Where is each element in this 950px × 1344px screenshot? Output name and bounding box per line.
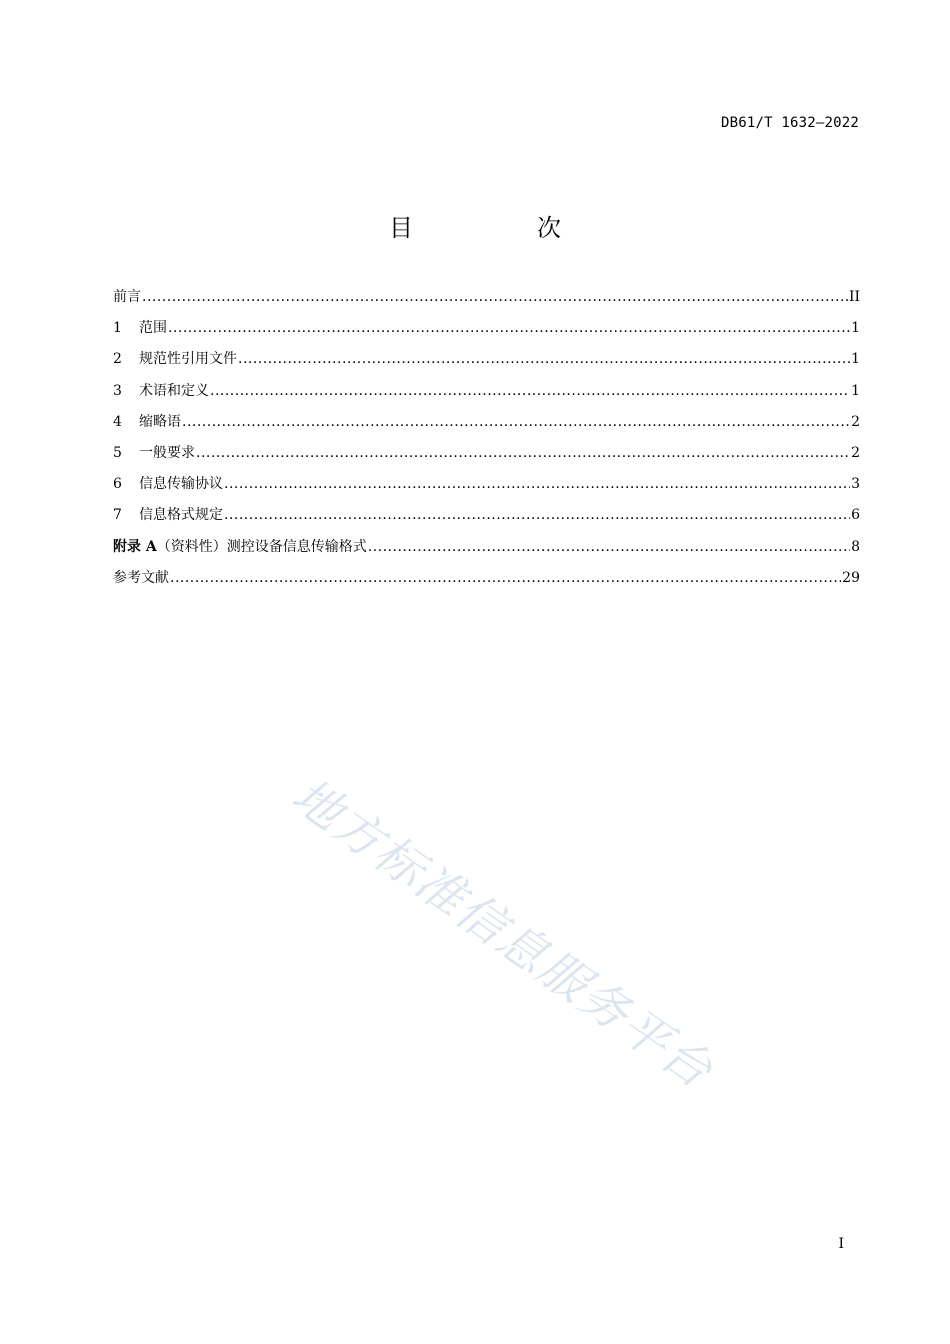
toc-leader-dots <box>142 285 848 309</box>
toc-entry-number: 1 <box>113 320 122 337</box>
toc-leader-dots <box>182 410 850 434</box>
toc-entry-label <box>113 535 367 559</box>
toc-entry-page: 8 <box>851 538 860 555</box>
appendix-title: （资料性）测控设备信息传输格式 <box>156 538 367 555</box>
toc-entry-terms-definitions[interactable] <box>113 379 860 410</box>
toc-entry-number: 7 <box>113 507 122 524</box>
toc-leader-dots <box>224 472 850 496</box>
toc-entry-label: 缩略语 <box>139 413 181 430</box>
toc-entry-label: 信息格式规定 <box>139 507 223 524</box>
toc-entry-bibliography[interactable] <box>113 566 860 597</box>
toc-entry-label: 信息传输协议 <box>139 476 223 493</box>
toc-entry-page: 29 <box>842 569 860 586</box>
toc-leader-dots <box>170 566 841 590</box>
toc-entry-page: 6 <box>851 507 860 524</box>
toc-entry-foreword[interactable] <box>113 285 860 316</box>
toc-entry-appendix-a[interactable] <box>113 535 860 566</box>
toc-leader-dots <box>210 379 850 403</box>
toc-entry-label: 规范性引用文件 <box>139 351 237 368</box>
toc-entry-normative-references[interactable] <box>113 347 860 378</box>
toc-entry-scope[interactable] <box>113 316 860 347</box>
toc-entry-page: 2 <box>851 413 860 430</box>
toc-entry-page: 1 <box>851 320 860 337</box>
toc-entry-number: 5 <box>113 444 122 461</box>
toc-entry-page: 3 <box>851 476 860 493</box>
toc-leader-dots <box>368 535 850 559</box>
toc-leader-dots <box>168 316 850 340</box>
toc-entry-number: 4 <box>113 413 122 430</box>
toc-entry-label: 范围 <box>139 320 167 337</box>
toc-entry-page: II <box>848 289 860 305</box>
toc-entry-abbreviations[interactable] <box>113 410 860 441</box>
toc-entry-page: 1 <box>851 351 860 368</box>
toc-entry-format-specification[interactable] <box>113 503 860 534</box>
toc-entry-page: 2 <box>851 444 860 461</box>
toc-entry-number: 3 <box>113 382 122 399</box>
document-code: DB61/T 1632—2022 <box>720 115 859 131</box>
toc-entry-number: 2 <box>113 351 122 368</box>
toc-entry-number: 6 <box>113 476 122 493</box>
toc-title: 目 次 <box>389 214 611 242</box>
toc-entry-general-requirements[interactable] <box>113 441 860 472</box>
toc-entry-page: 1 <box>851 382 860 399</box>
toc-entry-label: 一般要求 <box>139 444 195 461</box>
toc-entry-label: 前言 <box>113 289 141 305</box>
appendix-label: 附录 A <box>113 538 157 555</box>
toc-list <box>113 285 860 597</box>
toc-entry-label: 术语和定义 <box>139 382 209 399</box>
watermark: 地方标准信息服务平台 <box>281 767 724 1101</box>
toc-leader-dots <box>238 347 850 371</box>
toc-leader-dots <box>224 503 850 527</box>
toc-entry-label: 参考文献 <box>113 569 169 586</box>
page-number: I <box>838 1236 844 1252</box>
toc-leader-dots <box>196 441 850 465</box>
toc-entry-transmission-protocol[interactable] <box>113 472 860 503</box>
